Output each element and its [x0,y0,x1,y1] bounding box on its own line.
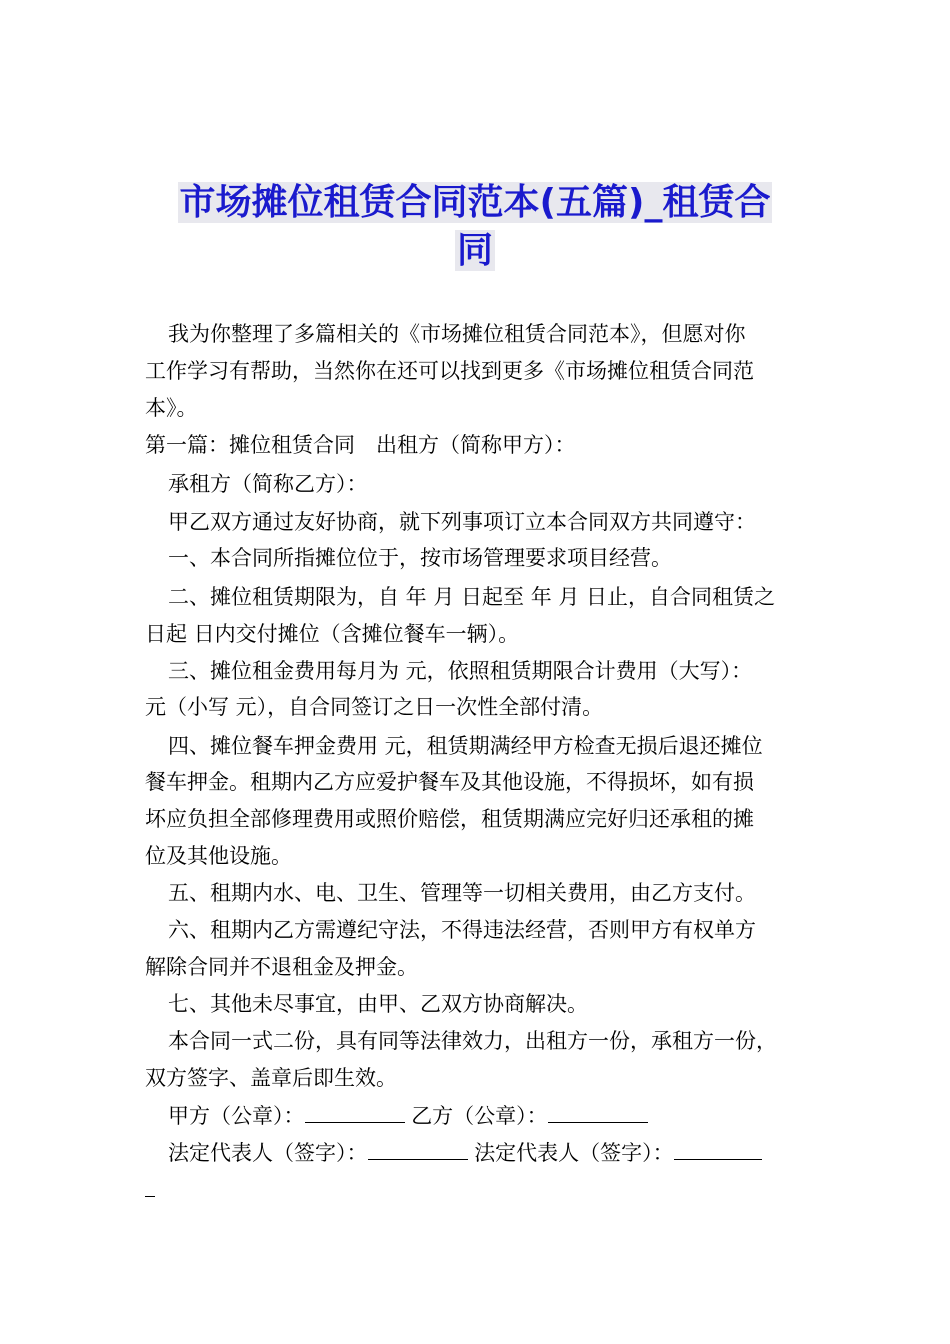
legal-rep-b-blank [674,1137,762,1160]
tenant-line: 承租方（简称乙方）： [168,472,368,496]
clause-5: 五、租期内水、电、卫生、管理等一切相关费用，由乙方支付。 [168,881,756,905]
clause-6-line: 解除合同并不退租金及押金。 [145,955,418,979]
wrapped-blank-continuation [145,1174,155,1205]
clause-1: 一、本合同所指摊位位于，按市场管理要求项目经营。 [168,546,672,570]
legal-rep-b-blank-continuation [145,1174,155,1197]
section-heading: 第一篇：摊位租赁合同 出租方（简称甲方）： [145,433,576,457]
legal-rep-signature-row [168,1137,762,1168]
agreement-intro: 甲乙双方通过友好协商，就下列事项订立本合同双方共同遵守： [168,510,756,534]
clause-4-line: 坏应负担全部修理费用或照价赔偿，租赁期满应完好归还承租的摊 [145,807,754,831]
clause-3-line: 元（小写 元），自合同签订之日一次性全部付清。 [145,695,604,719]
clause-4-line: 位及其他设施。 [145,844,292,868]
seal-signature-row [168,1100,648,1131]
intro-paragraph-line: 本》。 [145,396,198,420]
legal-rep-a-blank [368,1137,468,1160]
copies-clause-line: 双方签字、盖章后即生效。 [145,1066,397,1090]
clause-6-line: 六、租期内乙方需遵纪守法，不得违法经营，否则甲方有权单方 [168,918,756,942]
document-title-line-1: 市场摊位租赁合同范本(五篇)_租赁合 [179,182,771,223]
clause-4-line: 四、摊位餐车押金费用 元，租赁期满经甲方检查无损后退还摊位 [168,734,763,758]
document-title-line-2: 同 [456,230,493,271]
legal-rep-b-label: 法定代表人（签字）： [474,1141,674,1165]
clause-2-line: 二、摊位租赁期限为，自 年 月 日起至 年 月 日止，自合同租赁之 [168,585,776,609]
party-a-seal-blank [305,1100,405,1123]
clause-2-line: 日起 日内交付摊位（含摊位餐车一辆）。 [145,622,520,646]
party-b-seal-label: 乙方（公章）： [411,1104,548,1128]
intro-paragraph-line: 工作学习有帮助，当然你在还可以找到更多《市场摊位租赁合同范 [145,359,754,383]
legal-rep-a-label: 法定代表人（签字）： [168,1141,368,1165]
clause-4-line: 餐车押金。租期内乙方应爱护餐车及其他设施，不得损坏，如有损 [145,770,754,794]
clause-7: 七、其他未尽事宜，由甲、乙双方协商解决。 [168,992,588,1016]
party-a-seal-label: 甲方（公章）： [168,1104,305,1128]
clause-3-line: 三、摊位租金费用每月为 元，依照租赁期限合计费用（大写）： [168,659,753,683]
copies-clause-line: 本合同一式二份，具有同等法律效力，出租方一份，承租方一份， [168,1029,777,1053]
party-b-seal-blank [548,1100,648,1123]
intro-paragraph-line: 我为你整理了多篇相关的《市场摊位租赁合同范本》，但愿对你 [168,322,746,346]
